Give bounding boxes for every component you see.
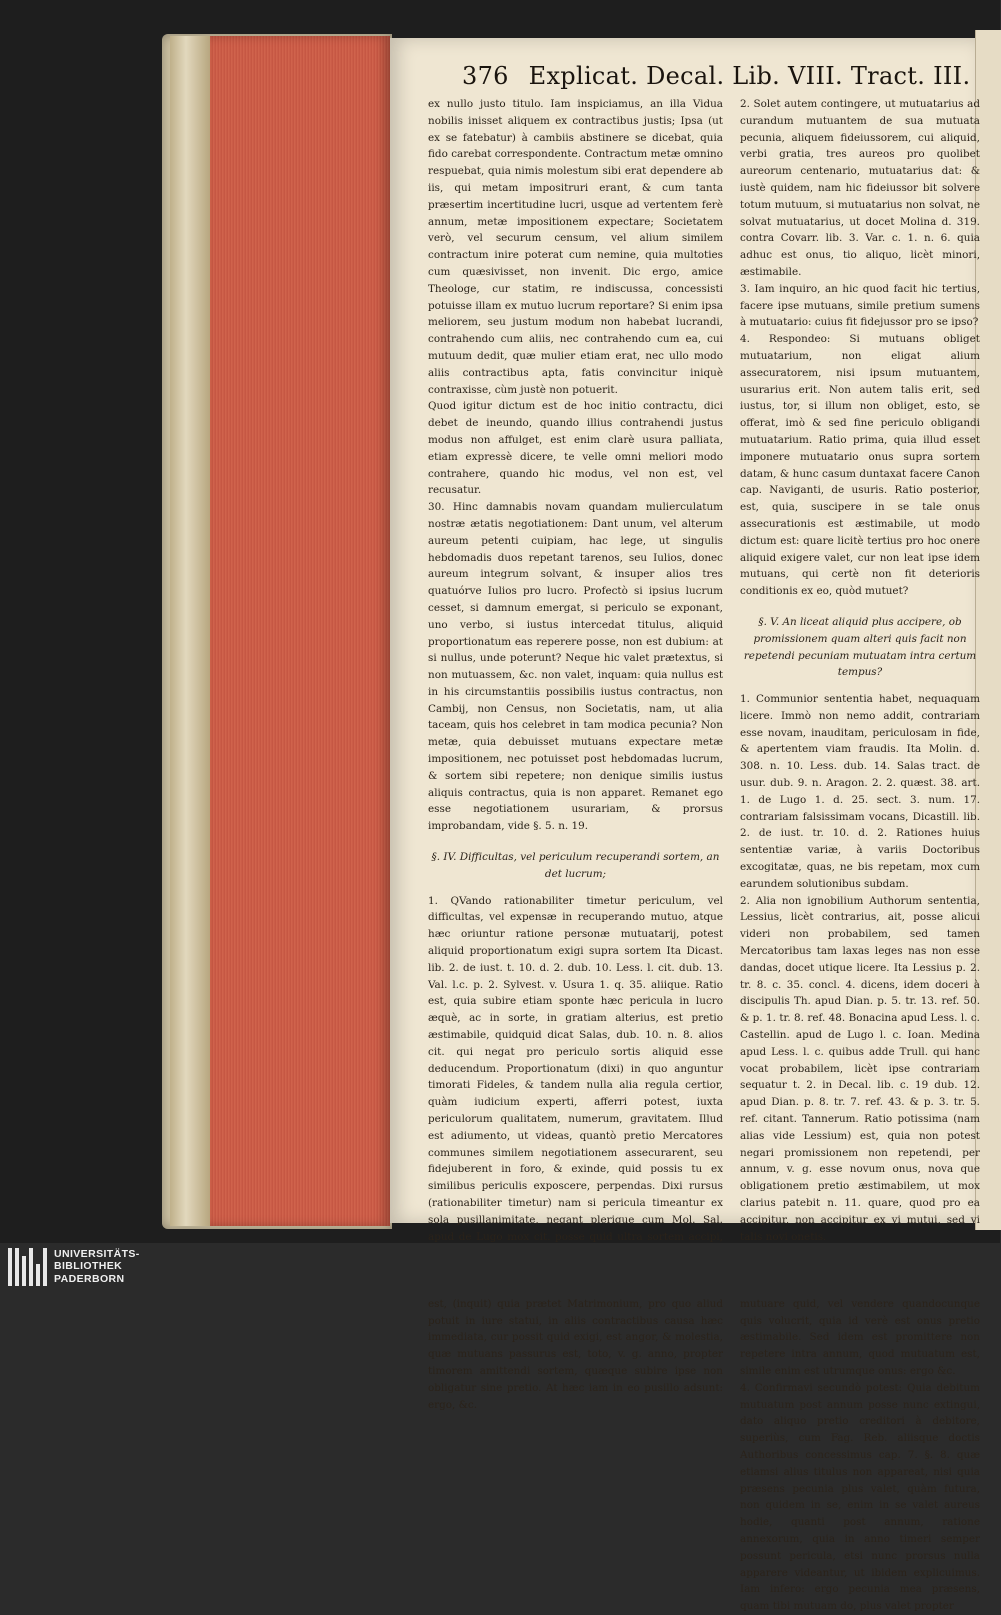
paragraph: ex nullo justo titulo. Iam inspiciamus, an illa Vidua nobilis inisset aliquem ex contractibus justis; Ipsa (ut ex se fatebatur) à cambiis abstinere se dicebat, quia fido carebat correspondente. Contractum metæ omnino respuebat, quia nimis molestum sibi erat dependere ab iis, qui metam impositruri erant, & cum tanta præsertim incertitudine lucri, usque ad vertentem ferè annum, metæ impositionem expectare; Societatem verò, vel securum censum, vel alium similem contractum inire poterat cum nemine, quia multoties cum quæsivisset, non invenit. Dic ergo, amice Theologe, cur statim, re indiscussa, concessisti potuisse illam ex mutuo lucrum reportare? Si enim ipsa meliorem, seu justum modum non habebat lucrandi, contrahendo cum aliis, nec contrahendo cum ea, cui mutuum dedit, quæ mulier etiam erat, nec ullo modo aliis contractibus apta, fatis convincitur iniquè contraxisse, cùm justè non potuerit.	[428, 98, 723, 396]
library-logo-text	[54, 1248, 140, 1285]
section-heading: §. IV. Difficultas, vel periculum recuperandi sortem, an det lucrum;	[431, 851, 720, 880]
paragraph: 1. Communior sententia habet, nequaquam licere. Immò non nemo addit, contrariam esse novam, inauditam, periculosam in fide, & apertentem viam fraudis. Ita Molin. d. 308. n. 10. Less. dub. 14. Salas tract. de usur. dub. 9. n. Aragon. 2. 2. quæst. 38. art. 1. de Lugo 1. d. 25. sect. 3. num. 17. contrariam falsissimam vocans, Dicastill. lib. 2. de iust. tr. 10. d. 2. Rationes huius sententiæ variæ, à variis Doctoribus excogitatæ, quas, ne bis repetam, mox cum earundem solutionibus subdam.	[740, 693, 980, 890]
running-head	[462, 62, 982, 90]
library-logo-icon	[8, 1248, 48, 1286]
logo-line: BIBLIOTHEK	[54, 1260, 123, 1273]
paragraph: 30. Hinc damnabis novam quandam mulierculatum nostræ ætatis negotiationem: Dant unum, vel alterum aureum petenti cuipiam, hac lege, ut singulis hebdomadis duos repetant tarenos, seu Iulios, donec aureum integrum solvant, & insuper alios tres quatuórve Iulios pro lucro. Profectò si ipsius lucrum cesset, si damnum emergat, si periculo se exponant, uno verbo, si iustus intercedat titulus, aliquid proportionatum eas reperere posse, non est dubium: at si nullus, unde poterunt? Neque hic valet prætextus, si non mutuassem, &c. non valet, inquam: quia nullus est in his circumstantiis possibilis iustus contractus, non Cambij, non Census, non Societatis, nam, ut alia taceam, quis hos celebret in tam modica pecunia? Non metæ, quia debuisset mutuans expectare metæ impositionem, nec potuisset post hebdomadas lucrum, & sortem sibi repetere; non denique similis iustus aliquis contractus, quia is non apparet. Remanet ego esse negotiationem usurariam, & prorsus improbandam, vide §. 5. n. 19.	[428, 501, 723, 833]
paragraph: 4. Confirmavi secundò potest: Quia debitum mutuatum post annum posse nunc extingui, dato aliquo pretio creditori à debitore, superiùs, cum Fag. Reb. aliisque doctis Authoribus concessimus cap. 7. §. 8. quæ etiamsi alius titulus non appareat, nisi quia præsens pecunia plus valet, quàm futura, non quidem in se, enim in se valet aureus hodie, quanti post annum, ratione annexorum, quia in anno timeri semper possunt pericula, etsi nunc prorsus nulla apparere videantur, ut ibidem explicuimus. Iam infero: ergo pecunia mea præsens, quam tibi mutuam do, plus valet propter	[740, 1381, 980, 1613]
red-page-edges	[210, 36, 390, 1226]
library-footer	[0, 1243, 1000, 1293]
paragraph: 4. Respondeo: Si mutuans obliget mutuatarium, non eligat alium assecuratorem, nisi ipsum mutuantem, usurarius erit. Non autem talis erit, sed iustus, tor, si illum non obliget, esto, se offerat, imò & sed fine periculo obligandi mutuatarium. Ratio prima, quia illud esset imponere mutuatario onus supra sortem datam, & hunc casum duntaxat facere Canon cap. Naviganti, de usuris. Ratio posterior, est, quia, suscipere in se tale onus assecurationis est æstimabile, ut modo dictum est: quare licitè tertius pro hoc onere aliquid exigere valet, cur non leat ipse idem mutuans, qui certè non fit deterioris conditionis ex eo, quòd mutuet?	[740, 333, 980, 598]
running-title: Explicat. Decal. Lib. VIII. Tract. III.	[528, 62, 971, 90]
book-spine-binding	[170, 36, 210, 1226]
right-text-column	[740, 96, 980, 1613]
paragraph: mutuare quid, vel vendere quandocunque quis volucrit, quia id verè est onus pretio æstimabile. Sed idem est promittere non repetere intra annum, quod mutuatum est, simile enim est utrumque onus: ergo &c.	[740, 1297, 980, 1377]
paragraph: Quod igitur dictum est de hoc initio contractu, dici debet de ineundo, quando illius contrahendi justus modus non affulget, est enim clarè usura palliata, etiam expressè dicere, te velle omni meliori modo contrahere, quando hic modus, vel non est, vel recusatur.	[428, 400, 723, 497]
paragraph: 2. Alia non ignobilium Authorum sententia, Lessius, licèt contrarius, ait, posse alicui videri non probabilem, sed tamen Mercatoribus tam laxas leges nas non esse dandas, docet utique licere. Ita Lessius p. 2. tr. 8. c. 35. concl. 4. dicens, idem doceri à discipulis Th. apud Dian. p. 5. tr. 13. ref. 50. & p. 1. tr. 8. ref. 48. Bonacina apud Less. l. c. Castellin. apud de Lugo l. c. Ioan. Medina apud Less. l. c. quibus adde Trull. qui hanc vocat probabilem, licèt ipse contrariam sequatur t. 2. in Decal. lib. c. 19 dub. 12. apud Dian. p. 8. tr. 7. ref. 43. & p. 3. tr. 5. ref. citant. Tannerum. Ratio potissima (nam alias vide Lessium) est, quia non potest negari promissionem non repetendi, per annum, v. g. esse novum onus, nova que obligationem pretio æstimabilem, ut mox clarius patebit n. 11. quare, quod pro ea accipitur, non accipitur ex vi mutui, sed vi talis novi onetis.	[740, 894, 980, 1243]
paragraph: 2. Solet autem contingere, ut mutuatarius ad curandum mutuantem de sua mutuata pecunia, aliquem fideiussorem, cui aliquid, verbi gratia, tres aureos pro quolibet aureorum centenario, mutuatarius dat: & iustè quidem, nam hic fideiussor bit solvere totum mutuum, si mutuatarius non solvat, ne solvat mutuatarius, ut docet Molina d. 319. contra Covarr. lib. 3. Var. c. 1. n. 6. quia adhuc est onus, tio aliquo, licèt minori, æstimabile.	[740, 98, 980, 278]
paragraph: 1. QVando rationabiliter timetur periculum, vel difficultas, vel expensæ in recuperando mutuo, atque hæc oriuntur ratione personæ mutuatarij, potest aliquid proportionatum exigi supra sortem Ita Dicast. lib. 2. de iust. t. 10. d. 2. dub. 10. Less. l. cit. dub. 13. Val. l.c. p. 2. Sylvest. v. Usura 1. q. 35. aliique. Ratio est, quia subire etiam sponte hæc pericula in lucro æquè, ac in sorte, in gratiam alterius, est pretio æstimabile, quidquid dicat Salas, dub. 10. n. 8. alios cit. qui negat pro periculo sortis aliquid esse deducendum. Proportionatum (dixi) in quo anguntur timorati Fideles, & tandem nulla alia regula certior, quàm iudicium experti, afferri potest, iuxta periculorum qualitatem, numerum, gravitatem. Illud est adiumento, ut videas, quantò pretio Mercatores communes similem negotiationem assecurarent, seu fidejuberent in foro, & exinde, quid possis tu ex similibus periculis exposcere, perpendas. Dixi rursus (rationabiliter timetur) nam si pericula timeantur ex sola pusillanimitate, negant plerique cum Mol. Sal. apud de Lugo mox cit. posse quid ultra sortem accipi, est, (inquit) quia prætet Matrimonium, pro quo aliud potuit in iure statui, in aliis contractibus causa hæc immediata, cur possit quid exigi, est angor, & molestia, quæ mutuans passurus est, toto, v. g. anno, propter timorem amittendi sortem, quæque subire ipse non obligatur sine pretio. At hæc iam in eo pusillo adsunt: ergo, &c.	[428, 894, 723, 1411]
left-text-column	[428, 96, 723, 1411]
logo-line: UNIVERSITÄTS-	[54, 1248, 140, 1260]
page-number: 376	[462, 62, 509, 90]
paragraph: 3. Iam inquiro, an hic quod facit hic tertius, facere ipse mutuans, simile pretium sumens à mutuatario: cuius fit fidejussor pro se ipso?	[740, 282, 980, 329]
logo-line: PADERBORN	[54, 1272, 125, 1285]
section-heading: §. V. An liceat aliquid plus accipere, ob promissionem quam alteri quis facit non repetendi pecuniam mutuatam intra certum tempus?	[743, 615, 977, 679]
